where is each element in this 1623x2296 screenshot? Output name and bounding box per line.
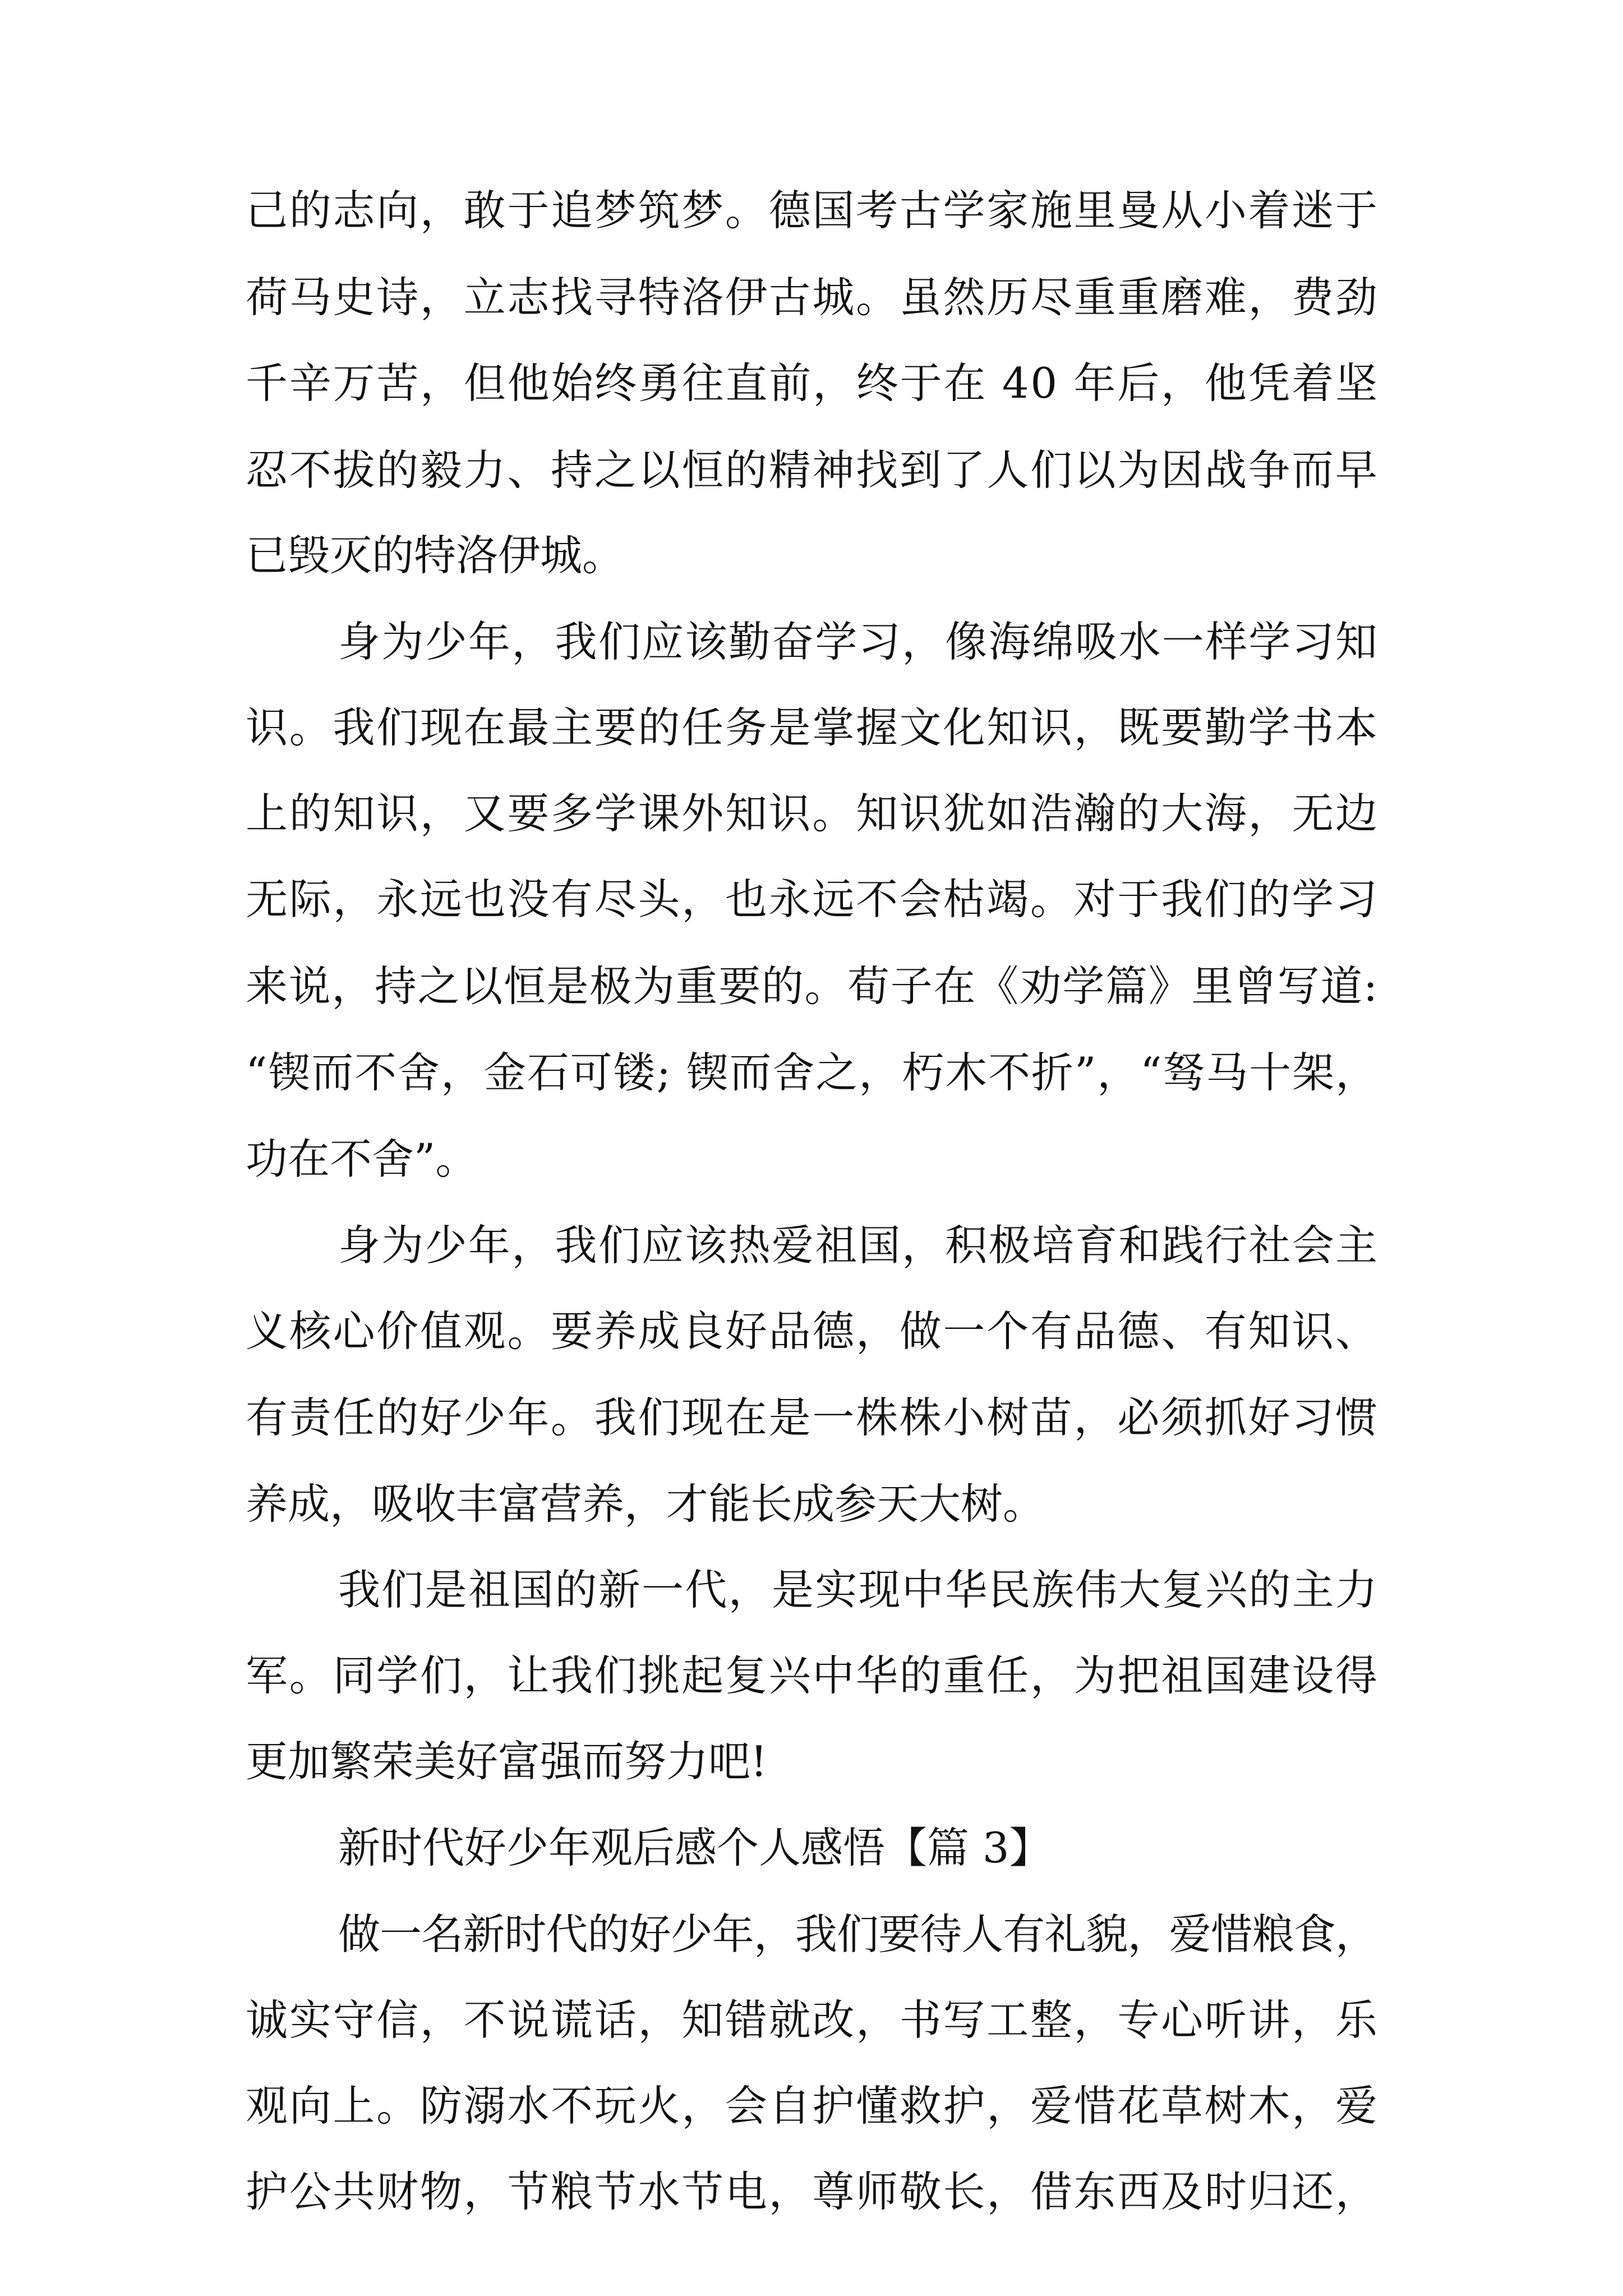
text-line: “锲而不舍，金石可镂; 锲而舍之，朽木不折”，“驽马十架， [246, 1048, 1379, 1097]
text-line: 身为少年，我们应该热爱祖国，积极培育和践行社会主 [338, 1221, 1379, 1270]
section-heading: 新时代好少年观后感个人感悟【篇 3】 [338, 1823, 1052, 1872]
text-line: 军。同学们，让我们挑起复兴中华的重任，为把祖国建设得 [246, 1651, 1379, 1700]
text-line: 义核心价值观。要养成良好品德，做一个有品德、有知识、 [246, 1306, 1379, 1356]
text-line: 功在不舍”。 [246, 1134, 478, 1184]
text-line: 养成，吸收丰富营养，才能长成参天大树。 [246, 1479, 1045, 1529]
text-line: 观向上。防溺水不玩火，会自护懂救护，爱惜花草树木，爱 [246, 2081, 1379, 2131]
text-line: 忍不拔的毅力、持之以恒的精神找到了人们以为因战争而早 [246, 445, 1379, 495]
text-line: 荷马史诗，立志找寻特洛伊古城。虽然历尽重重磨难，费劲 [246, 273, 1379, 322]
text-line: 身为少年，我们应该勤奋学习，像海绵吸水一样学习知 [338, 617, 1379, 666]
text-line: 我们是祖国的新一代，是实现中华民族伟大复兴的主力 [338, 1565, 1379, 1614]
text-line: 来说，持之以恒是极为重要的。荀子在《劝学篇》里曾写道: [246, 961, 1378, 1011]
text-line: 己的志向，敢于追梦筑梦。德国考古学家施里曼从小着迷于 [246, 186, 1379, 235]
text-line: 识。我们现在最主要的任务是掌握文化知识，既要勤学书本 [246, 703, 1379, 752]
text-line: 做一名新时代的好少年，我们要待人有礼貌，爱惜粮食， [338, 1910, 1377, 1959]
text-line: 有责任的好少年。我们现在是一株株小树苗，必须抓好习惯 [246, 1393, 1379, 1442]
text-line: 护公共财物，节粮节水节电，尊师敬长，借东西及时归还， [246, 2167, 1379, 2216]
text-line: 更加繁荣美好富强而努力吧! [246, 1737, 768, 1786]
text-line: 诚实守信，不说谎话，知错就改，书写工整，专心听讲，乐 [246, 1995, 1379, 2045]
text-line: 无际，永远也没有尽头，也永远不会枯竭。对于我们的学习 [246, 875, 1379, 924]
text-line: 上的知识，又要多学课外知识。知识犹如浩瀚的大海，无边 [246, 789, 1379, 838]
text-line: 千辛万苦，但他始终勇往直前，终于在 40 年后，他凭着坚 [246, 358, 1379, 408]
text-line: 已毁灭的特洛伊城。 [246, 531, 625, 580]
